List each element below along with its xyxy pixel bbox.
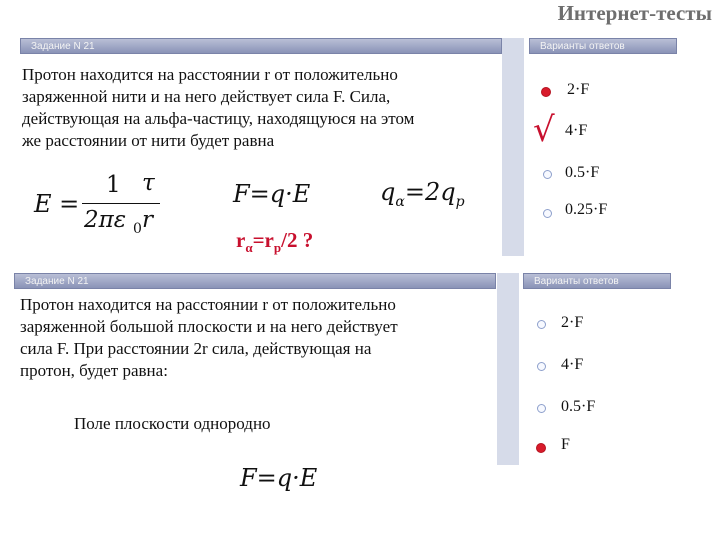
q1-option-1-label: 2·F [567,81,590,98]
q1-formula-num1: 1 [106,172,121,198]
q1-header-bar [20,38,502,54]
q1-r-tail: /2 ? [281,228,314,252]
q2-question-text [20,294,490,382]
q1-option-1-radio[interactable] [541,87,551,97]
q2-header-bar [14,273,496,289]
q2-option-2[interactable] [523,354,673,374]
q1-formula-charge [380,178,465,210]
q1-formula-den1-sub: 0 [133,221,142,237]
q2-options [523,292,683,467]
q2-text-line: сила F. При расстоянии 2r сила, действующая на [20,339,372,358]
q1-option-3-radio[interactable] [543,170,552,179]
q1-r-base: r [236,228,246,252]
q2-formula-force: F=q·E [240,464,318,492]
q1-formula-den2: r [142,207,153,233]
q1-divider-column [502,38,524,256]
q2-option-1-label: 2·F [561,314,584,331]
q1-q-sub: α [395,193,405,210]
q1-q-sub2: p [455,193,465,210]
q1-formula-field [34,172,174,242]
q2-note: Поле плоскости однородно [74,414,271,433]
q1-fraction-bar-2 [138,203,160,204]
q1-text-line: заряженной нити и на него действует сила F. Сила, [22,87,391,106]
q1-option-1[interactable] [529,81,679,101]
q1-annotation-distance [236,228,313,256]
q2-text-line: заряженной большой плоскости и на него действует [20,317,398,336]
q1-header-label: Задание N 21 [31,41,95,52]
q1-answers-header-label: Варианты ответов [540,41,625,52]
q2-answers-header-bar [523,273,671,289]
q2-option-4-label: F [561,436,570,453]
q2-option-1-radio[interactable] [537,320,546,329]
q1-option-3[interactable] [529,164,679,184]
q1-option-2[interactable] [529,110,679,150]
q1-option-4-radio[interactable] [543,209,552,218]
q2-option-4-radio[interactable] [536,443,546,453]
q1-option-4-label: 0.25·F [565,201,608,218]
q1-formula-num2: τ [142,170,155,196]
q2-answers-header-label: Варианты ответов [534,276,619,287]
q1-text-line: Протон находится на расстоянии r от положительно [22,65,398,84]
q1-check-mark-icon: √ [533,110,555,150]
q2-text-line: Протон находится на расстоянии r от положительно [20,295,396,314]
q1-text-line: действующая на альфа-частицу, находящуюся на этом [22,109,415,128]
q1-q-eq: =2q [404,178,456,206]
q1-option-4[interactable] [529,201,679,221]
q1-option-3-label: 0.5·F [565,164,600,181]
q1-formula-force: F=q·E [233,180,311,208]
q2-divider-column [497,273,519,465]
q1-r-sub2: p [273,240,282,256]
q1-formula-lhs: E = [34,190,80,218]
q1-q-base: q [380,178,396,206]
page-title: Интернет-тесты [557,1,712,25]
q1-formula-den1: 2πε [84,207,127,233]
q2-option-4[interactable] [523,436,673,456]
q1-question-text [22,64,497,152]
q2-option-3-label: 0.5·F [561,398,596,415]
q2-option-2-label: 4·F [561,356,584,373]
q1-r-sub: α [245,240,253,256]
q1-options [529,56,689,256]
q2-option-3[interactable] [523,396,673,416]
q1-r-eq: =r [252,228,274,252]
q1-answers-header-bar [529,38,677,54]
q2-option-3-radio[interactable] [537,404,546,413]
q2-header-label: Задание N 21 [25,276,89,287]
q2-option-1[interactable] [523,312,673,332]
q2-option-2-radio[interactable] [537,362,546,371]
q1-option-2-label: 4·F [565,122,588,139]
q2-text-line: протон, будет равна: [20,361,168,380]
q1-text-line: же расстоянии от нити будет равна [22,131,275,150]
